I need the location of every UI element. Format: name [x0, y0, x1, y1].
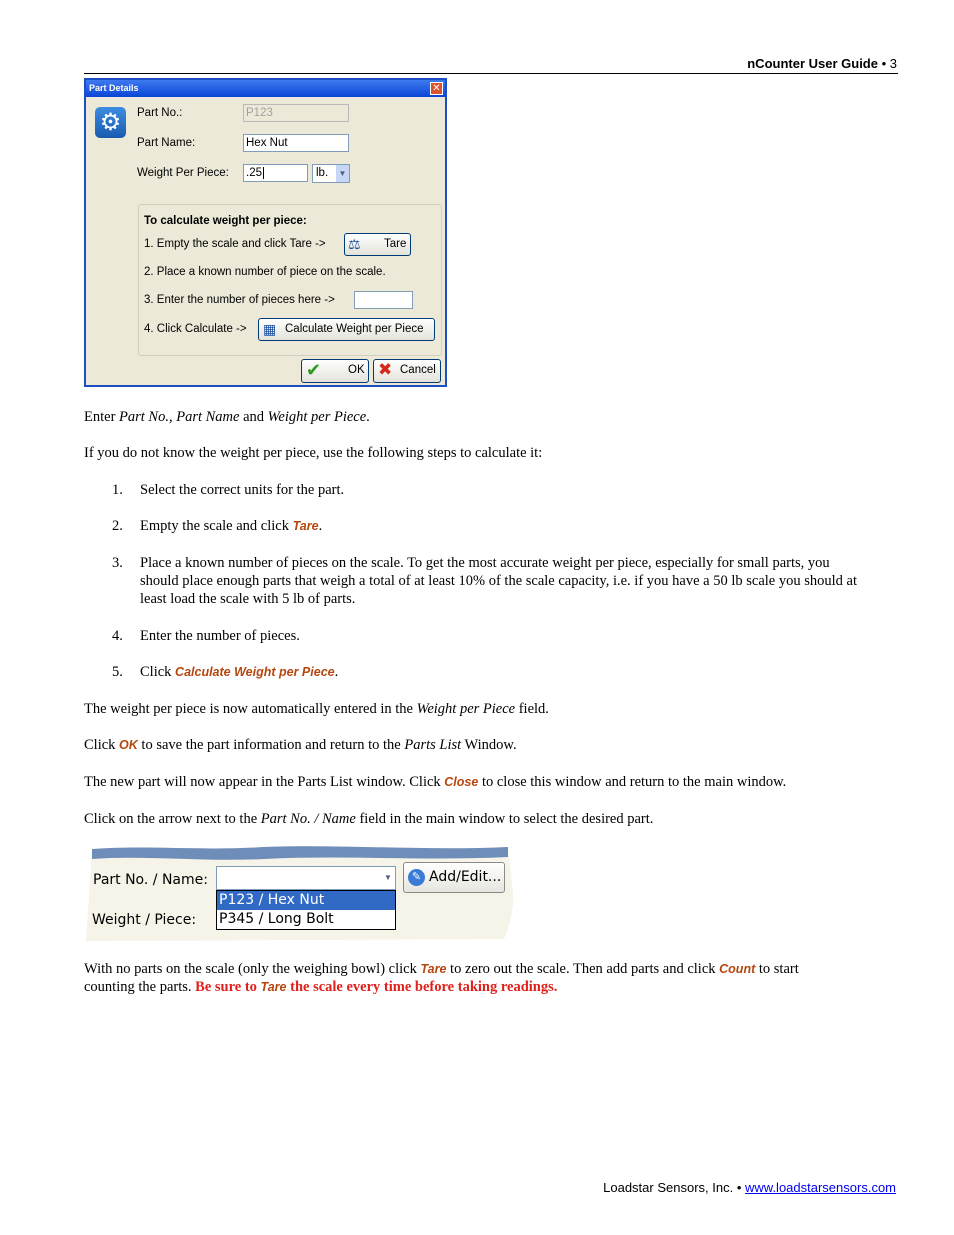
calc-step-2: 2. Place a known number of piece on the scale. — [144, 266, 386, 278]
keyword-tare: Tare — [420, 962, 447, 976]
paragraph-auto-entered: The weight per piece is now automatically entered in the Weight per Piece field. — [84, 701, 549, 717]
step-text: Place a known number of pieces on the scale. To get the most accurate weight per piece, especially for small parts, you should place enough parts that weigh a total of at least 10% of the scale capacity, i.e. if you have a 50 lb scale you should at least load the scale with 5 lb of parts. — [140, 555, 857, 607]
calc-step-4: 4. Click Calculate -> — [144, 323, 247, 335]
step-number: 4. — [112, 628, 123, 644]
step-number: 5. — [112, 664, 123, 680]
cancel-button[interactable] — [373, 359, 441, 383]
step-text: Select the correct units for the part. — [140, 482, 345, 498]
website-link[interactable]: www.loadstarsensors.com — [745, 1180, 896, 1195]
chevron-down-icon[interactable]: ▼ — [336, 165, 349, 182]
piece-count-field[interactable] — [354, 291, 413, 309]
keyword-count: Count — [719, 962, 756, 976]
page-footer — [603, 1180, 896, 1195]
close-icon[interactable]: ✕ — [430, 82, 443, 95]
add-edit-label: Add/Edit... — [429, 869, 502, 885]
ok-button-label: OK — [348, 364, 365, 376]
header-rule — [84, 73, 898, 74]
calculator-icon: ▦ — [263, 321, 277, 337]
paragraph-new-part: The new part will now appear in the Parts List window. Click Close to close this window and return to the main window. — [84, 774, 787, 790]
edit-pencil-icon: ✎ — [408, 869, 425, 886]
calc-step-1: 1. Empty the scale and click Tare -> — [144, 238, 326, 250]
step-text: Click Calculate Weight per Piece. — [140, 664, 339, 680]
calc-step-3: 3. Enter the number of pieces here -> — [144, 294, 335, 306]
units-value: lb. — [316, 167, 329, 179]
keyword-ok: OK — [119, 738, 138, 752]
part-no-name-dropdown[interactable] — [216, 866, 396, 890]
keyword-calculate: Calculate Weight per Piece — [175, 665, 335, 679]
tare-button-label: Tare — [384, 238, 407, 250]
company-name: Loadstar Sensors, Inc. — [603, 1180, 734, 1195]
header-separator: • — [877, 56, 890, 71]
weight-piece-label: Weight / Piece: — [92, 912, 197, 928]
weight-per-piece-label: Weight Per Piece: — [137, 167, 229, 179]
step-number: 1. — [112, 482, 123, 498]
part-no-name-label: Part No. / Name: — [93, 872, 208, 888]
ok-button[interactable] — [301, 359, 369, 383]
chevron-down-icon[interactable]: ▼ — [384, 873, 392, 882]
calc-heading: To calculate weight per piece: — [144, 215, 307, 227]
part-no-label: Part No.: — [137, 107, 183, 119]
weight-per-piece-field[interactable] — [243, 164, 308, 182]
tare-button[interactable] — [344, 233, 411, 256]
dropdown-option-selected[interactable]: P123 / Hex Nut — [217, 891, 395, 910]
step-number: 2. — [112, 518, 123, 534]
checkmark-icon: ✔ — [306, 360, 322, 380]
cancel-button-label: Cancel — [400, 364, 436, 376]
part-name-field[interactable]: Hex Nut — [243, 134, 349, 152]
guide-title: nCounter User Guide — [747, 56, 878, 71]
step-text: Enter the number of pieces. — [140, 628, 300, 644]
step-text: Empty the scale and click Tare. — [140, 518, 323, 534]
tare-warning: Be sure to Tare the scale every time before taking readings. — [195, 979, 558, 995]
paragraph-select-part: Click on the arrow next to the Part No. / Name field in the main window to select the desired part. — [84, 811, 654, 827]
part-selector-screenshot — [84, 845, 516, 941]
page-header — [747, 56, 897, 71]
scale-icon: ⚖ — [348, 236, 361, 252]
part-details-dialog — [84, 78, 447, 387]
text-cursor — [263, 167, 264, 179]
calculate-weight-button[interactable] — [258, 318, 435, 341]
paragraph-intro-steps: If you do not know the weight per piece, use the following steps to calculate it: — [84, 445, 543, 461]
part-name-label: Part Name: — [137, 137, 196, 149]
footer-separator: • — [733, 1180, 745, 1195]
cancel-x-icon: ✖ — [378, 360, 393, 379]
units-dropdown[interactable] — [312, 164, 350, 183]
part-no-field[interactable]: P123 — [243, 104, 349, 122]
part-dropdown-list[interactable] — [216, 890, 396, 930]
dialog-title: Part Details — [86, 80, 445, 97]
weight-value: .25 — [246, 167, 262, 179]
dropdown-option[interactable]: P345 / Long Bolt — [219, 911, 334, 927]
paragraph-tare-count: With no parts on the scale (only the weighing bowl) click Tare to zero out the scale. Then add parts and click Count to start counting the parts. Be sure to Tare the scale every time before taking readings. — [84, 961, 799, 995]
calculate-button-label: Calculate Weight per Piece — [285, 323, 424, 335]
paragraph-click-ok: Click OK to save the part information and return to the Parts List Window. — [84, 737, 517, 753]
gear-icon: ⚙ — [95, 107, 126, 138]
add-edit-button[interactable] — [403, 862, 505, 893]
step-number: 3. — [112, 555, 123, 571]
keyword-tare: Tare — [292, 519, 319, 533]
keyword-close: Close — [444, 775, 479, 789]
paragraph-enter-fields: Enter Part No., Part Name and Weight per Piece. — [84, 409, 370, 425]
page-number: 3 — [889, 56, 897, 71]
